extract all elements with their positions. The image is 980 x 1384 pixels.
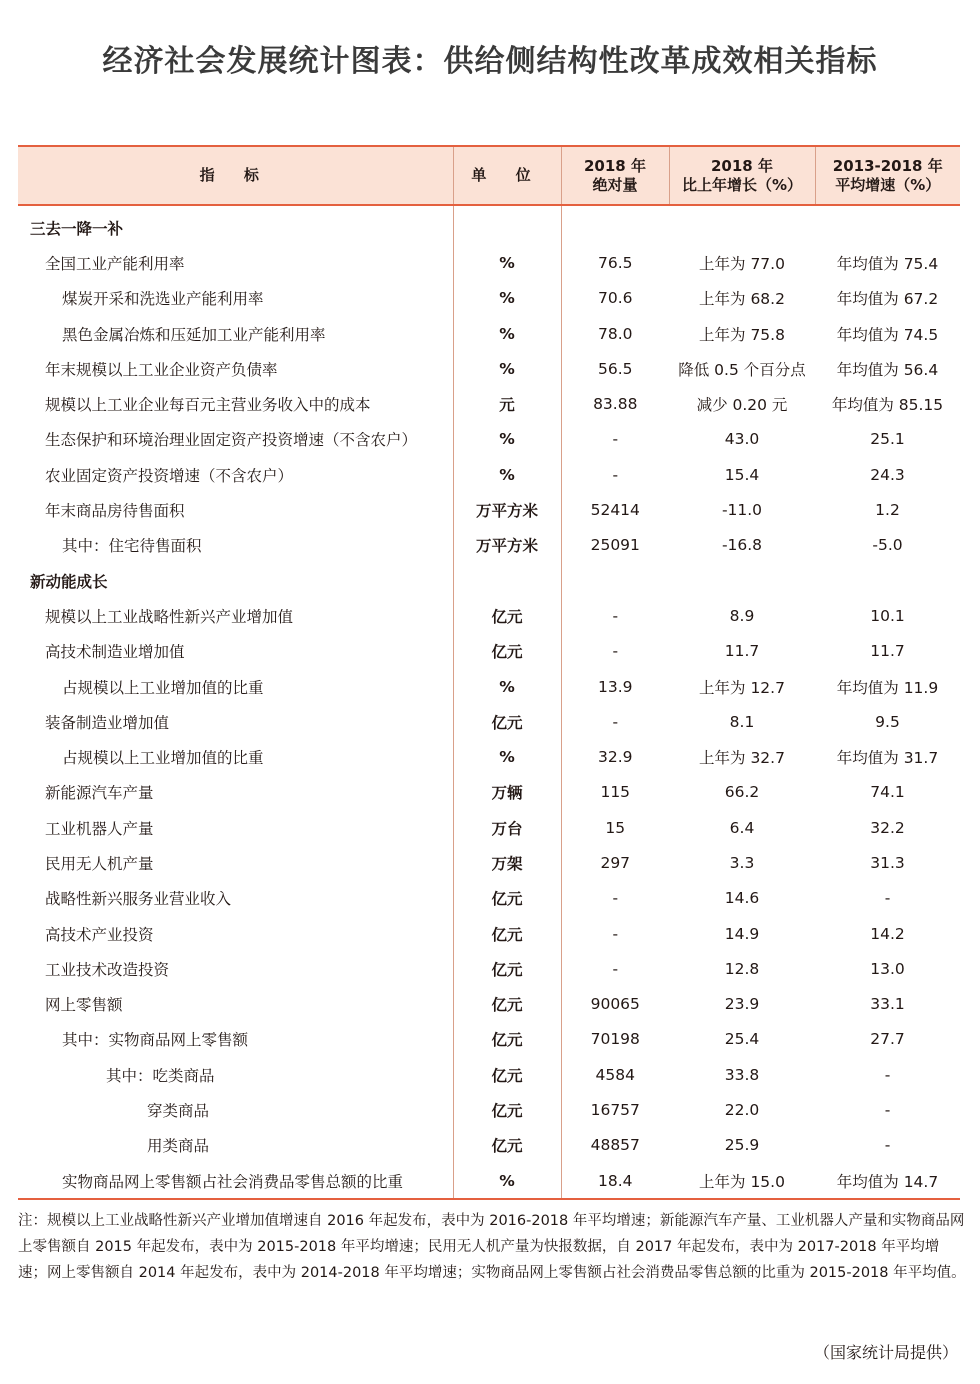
table-row xyxy=(18,1022,960,1057)
unit-cell: 万台 xyxy=(453,810,561,845)
table-row xyxy=(18,739,960,774)
table-header-row xyxy=(18,146,960,205)
average-cell: 年均值为 75.4 xyxy=(836,254,939,273)
average-cell: 32.2 xyxy=(870,818,905,837)
footnote: 注：规模以上工业战略性新兴产业增加值增速自 2016 年起发布，表中为 2016-2018 年平均增速；新能源汽车产量、工业机器人产量和实物商品网上零售额自 2015 年起发布，表中为 2015-2018 年平均增速；民用无人机产量为快报数据，自 2017 年起发布，表中为 2017-2018 年平均增速；网上零售额自 2014 年起发布，表中为 2014-2018 年平均增速；实物商品网上零售额占社会消费品零售总额的比重为 2015-2018 年平均值。 xyxy=(18,1213,966,1281)
indicator-cell: 农业固定资产投资增速（不含农户） xyxy=(18,457,453,492)
growth-cell: -11.0 xyxy=(721,501,763,520)
indicator-cell: 工业技术改造投资 xyxy=(18,951,453,986)
absolute-value-cell xyxy=(561,563,669,598)
table-row xyxy=(18,1128,960,1163)
growth-cell: 15.4 xyxy=(724,465,760,484)
header-growth xyxy=(669,146,815,205)
absolute-value-cell: - xyxy=(612,465,619,484)
growth-cell: 23.9 xyxy=(724,995,760,1014)
absolute-value-cell: 48857 xyxy=(590,1136,640,1155)
growth-cell: 8.9 xyxy=(729,606,755,625)
table-row xyxy=(18,669,960,704)
table-row xyxy=(18,810,960,845)
indicator-cell: 高技术制造业增加值 xyxy=(18,634,453,669)
unit-cell: 万平方米 xyxy=(453,492,561,527)
growth-cell xyxy=(669,563,815,598)
average-cell: 年均值为 14.7 xyxy=(815,1163,960,1199)
absolute-value-cell: - xyxy=(612,606,619,625)
absolute-value-cell: 78.0 xyxy=(597,324,633,343)
unit-cell: % xyxy=(453,422,561,457)
indicator-cell: 其中：实物商品网上零售额 xyxy=(18,1022,453,1057)
table-row xyxy=(18,704,960,739)
average-cell: 9.5 xyxy=(875,712,900,731)
average-cell: 年均值为 85.15 xyxy=(831,396,944,415)
table-row xyxy=(18,951,960,986)
unit-cell: 万架 xyxy=(453,845,561,880)
indicator-cell: 其中：住宅待售面积 xyxy=(18,528,453,563)
header-growth-year: 2018 年 xyxy=(711,156,773,175)
table-row xyxy=(18,598,960,633)
average-cell: 13.0 xyxy=(870,959,905,978)
growth-cell: 66.2 xyxy=(724,783,760,802)
table-row xyxy=(18,1163,960,1199)
growth-cell: -16.8 xyxy=(721,536,763,555)
absolute-value-cell xyxy=(561,205,669,245)
growth-cell: 22.0 xyxy=(724,1101,760,1120)
average-cell: 24.3 xyxy=(870,465,905,484)
absolute-value-cell: - xyxy=(612,642,619,661)
unit-cell: 亿元 xyxy=(453,987,561,1022)
unit-cell: 亿元 xyxy=(453,1092,561,1127)
unit-cell: 亿元 xyxy=(453,598,561,633)
table-row xyxy=(18,281,960,316)
growth-cell: 14.6 xyxy=(724,889,760,908)
indicator-cell: 其中：吃类商品 xyxy=(18,1057,453,1092)
absolute-value-cell: - xyxy=(612,959,619,978)
absolute-value-cell: 76.5 xyxy=(597,253,633,272)
page-title: 经济社会发展统计图表：供给侧结构性改革成效相关指标 xyxy=(102,44,878,79)
average-cell xyxy=(815,205,960,245)
absolute-value-cell: 15 xyxy=(605,818,626,837)
average-cell: 年均值为 31.7 xyxy=(836,749,939,768)
table-row xyxy=(18,881,960,916)
average-cell: 年均值为 74.5 xyxy=(836,325,939,344)
absolute-value-cell: - xyxy=(612,712,619,731)
indicator-cell: 煤炭开采和洗选业产能利用率 xyxy=(18,281,453,316)
unit-cell: 万平方米 xyxy=(453,528,561,563)
table-row xyxy=(18,1057,960,1092)
absolute-value-cell: 83.88 xyxy=(593,395,638,414)
absolute-value-cell: 297 xyxy=(600,853,631,872)
indicator-cell: 用类商品 xyxy=(18,1128,453,1163)
header-average-years: 2013-2018 年 xyxy=(832,156,943,175)
indicator-cell: 规模以上工业战略性新兴产业增加值 xyxy=(18,598,453,633)
unit-cell: 亿元 xyxy=(453,704,561,739)
header-average xyxy=(815,146,960,205)
unit-cell xyxy=(453,563,561,598)
average-cell: 年均值为 56.4 xyxy=(836,360,939,379)
indicator-cell: 生态保护和环境治理业固定资产投资增速（不含农户） xyxy=(18,422,453,457)
indicator-cell: 全国工业产能利用率 xyxy=(18,245,453,280)
average-cell: 年均值为 11.9 xyxy=(836,678,939,697)
unit-cell: 万辆 xyxy=(453,775,561,810)
absolute-value-cell: 4584 xyxy=(595,1065,635,1084)
average-cell: 14.2 xyxy=(870,924,905,943)
table-row xyxy=(18,634,960,669)
growth-cell: 上年为 77.0 xyxy=(699,254,785,273)
indicator-cell: 装备制造业增加值 xyxy=(18,704,453,739)
unit-cell: % xyxy=(453,457,561,492)
source-credit: （国家统计局提供） xyxy=(813,1343,958,1362)
growth-cell: 25.9 xyxy=(724,1136,760,1155)
table-row xyxy=(18,205,960,245)
absolute-value-cell: - xyxy=(612,430,619,449)
unit-cell: % xyxy=(453,245,561,280)
average-cell: 31.3 xyxy=(870,853,905,872)
growth-cell: 8.1 xyxy=(729,712,755,731)
unit-cell: % xyxy=(453,739,561,774)
table-row xyxy=(18,916,960,951)
unit-cell: 亿元 xyxy=(453,1057,561,1092)
header-absolute-year: 2018 年 xyxy=(584,156,646,175)
average-cell: 33.1 xyxy=(870,995,905,1014)
growth-cell: 6.4 xyxy=(729,818,755,837)
indicator-cell: 规模以上工业企业每百元主营业务收入中的成本 xyxy=(18,386,453,421)
indicator-cell: 战略性新兴服务业营业收入 xyxy=(18,881,453,916)
unit-cell: % xyxy=(453,669,561,704)
table-row xyxy=(18,422,960,457)
table-row xyxy=(18,987,960,1022)
growth-cell: 上年为 15.0 xyxy=(669,1163,815,1199)
table-body xyxy=(18,205,960,1199)
indicator-cell: 民用无人机产量 xyxy=(18,845,453,880)
growth-cell: 上年为 75.8 xyxy=(699,325,785,344)
table-row xyxy=(18,775,960,810)
absolute-value-cell: - xyxy=(612,889,619,908)
header-growth-label: 比上年增长（%） xyxy=(681,175,803,194)
unit-cell: 元 xyxy=(453,386,561,421)
unit-cell: 亿元 xyxy=(453,1128,561,1163)
indicator-cell: 年末规模以上工业企业资产负债率 xyxy=(18,351,453,386)
average-cell: - xyxy=(884,1136,891,1155)
table-row xyxy=(18,563,960,598)
indicator-cell: 占规模以上工业增加值的比重 xyxy=(18,739,453,774)
growth-cell: 减少 0.20 元 xyxy=(696,396,788,415)
indicator-cell: 占规模以上工业增加值的比重 xyxy=(18,669,453,704)
header-indicator: 指 标 xyxy=(18,146,453,205)
unit-cell: 亿元 xyxy=(453,634,561,669)
indicator-cell: 年末商品房待售面积 xyxy=(18,492,453,527)
growth-cell: 上年为 32.7 xyxy=(699,749,785,768)
growth-cell: 上年为 68.2 xyxy=(699,290,785,309)
average-cell: - xyxy=(884,889,891,908)
indicator-cell: 三去一降一补 xyxy=(18,205,453,245)
header-absolute xyxy=(561,146,669,205)
growth-cell: 11.7 xyxy=(724,642,760,661)
table-row xyxy=(18,845,960,880)
table-row xyxy=(18,245,960,280)
absolute-value-cell: 52414 xyxy=(590,501,640,520)
average-cell: 27.7 xyxy=(870,1030,905,1049)
table-row xyxy=(18,386,960,421)
average-cell: 1.2 xyxy=(875,501,900,520)
table-row xyxy=(18,316,960,351)
growth-cell: 12.8 xyxy=(724,959,760,978)
absolute-value-cell: 56.5 xyxy=(597,359,633,378)
absolute-value-cell: 32.9 xyxy=(597,748,633,767)
average-cell: 25.1 xyxy=(870,430,905,449)
unit-cell: 亿元 xyxy=(453,951,561,986)
table-row xyxy=(18,457,960,492)
average-cell: 10.1 xyxy=(870,606,905,625)
unit-cell xyxy=(453,205,561,245)
table-row xyxy=(18,492,960,527)
header-absolute-label: 绝对量 xyxy=(592,175,638,194)
absolute-value-cell: - xyxy=(612,924,619,943)
average-cell: 年均值为 67.2 xyxy=(836,290,939,309)
unit-cell: % xyxy=(453,316,561,351)
indicator-cell: 高技术产业投资 xyxy=(18,916,453,951)
growth-cell: 14.9 xyxy=(724,924,760,943)
growth-cell: 3.3 xyxy=(729,853,755,872)
indicator-cell: 网上零售额 xyxy=(18,987,453,1022)
absolute-value-cell: 115 xyxy=(600,783,631,802)
absolute-value-cell: 16757 xyxy=(590,1101,640,1120)
growth-cell: 上年为 12.7 xyxy=(699,678,785,697)
table-row xyxy=(18,1092,960,1127)
header-average-label: 平均增速（%） xyxy=(835,175,941,194)
growth-cell xyxy=(669,205,815,245)
absolute-value-cell: 18.4 xyxy=(561,1163,669,1199)
indicator-table xyxy=(18,145,960,1200)
unit-cell: % xyxy=(453,281,561,316)
growth-cell: 43.0 xyxy=(724,430,760,449)
absolute-value-cell: 70198 xyxy=(590,1030,640,1049)
unit-cell: 亿元 xyxy=(453,1022,561,1057)
growth-cell: 25.4 xyxy=(724,1030,760,1049)
table-row xyxy=(18,528,960,563)
growth-cell: 33.8 xyxy=(724,1065,760,1084)
average-cell: -5.0 xyxy=(872,536,903,555)
indicator-cell: 新能源汽车产量 xyxy=(18,775,453,810)
unit-cell: 亿元 xyxy=(453,881,561,916)
absolute-value-cell: 90065 xyxy=(590,995,640,1014)
indicator-cell: 穿类商品 xyxy=(18,1092,453,1127)
table-row xyxy=(18,351,960,386)
average-cell: 74.1 xyxy=(870,783,905,802)
header-unit: 单 位 xyxy=(453,146,561,205)
unit-cell: 亿元 xyxy=(453,916,561,951)
unit-cell: % xyxy=(453,1163,561,1199)
growth-cell: 降低 0.5 个百分点 xyxy=(678,360,806,379)
indicator-cell: 新动能成长 xyxy=(18,563,453,598)
absolute-value-cell: 25091 xyxy=(590,536,640,555)
absolute-value-cell: 13.9 xyxy=(597,677,633,696)
absolute-value-cell: 70.6 xyxy=(597,289,633,308)
unit-cell: % xyxy=(453,351,561,386)
indicator-cell: 实物商品网上零售额占社会消费品零售总额的比重 xyxy=(18,1163,453,1199)
indicator-cell: 黑色金属冶炼和压延加工业产能利用率 xyxy=(18,316,453,351)
average-cell: - xyxy=(884,1101,891,1120)
average-cell: - xyxy=(884,1065,891,1084)
average-cell: 11.7 xyxy=(870,642,905,661)
indicator-cell: 工业机器人产量 xyxy=(18,810,453,845)
average-cell xyxy=(815,563,960,598)
